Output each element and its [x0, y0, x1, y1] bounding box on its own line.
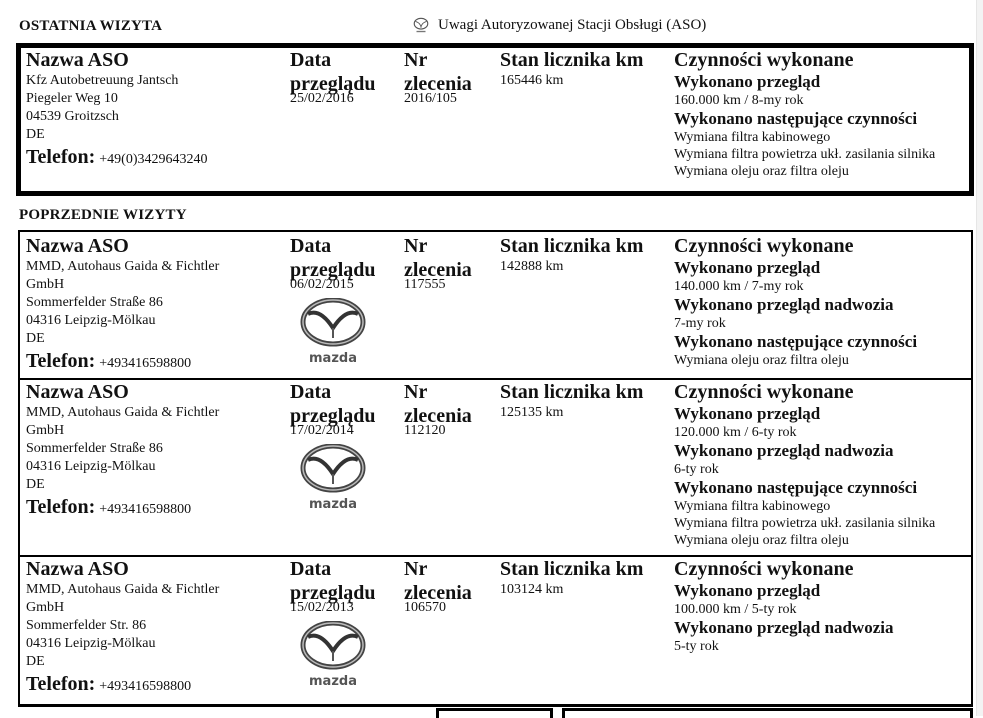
odometer-column	[500, 48, 643, 90]
date-column	[290, 557, 376, 694]
action-item: Wymiana filtra powietrza ukł. zasilania silnika	[674, 516, 936, 531]
action-item: Wymiana oleju oraz filtra oleju	[674, 353, 849, 368]
order-label-line1: Nr	[404, 235, 428, 257]
actions-column	[674, 557, 893, 655]
odometer-label: Stan licznika km	[500, 381, 644, 403]
previous-visit-card	[18, 555, 973, 707]
phone-row	[26, 146, 208, 169]
latest-visit-title: OSTATNIA WIZYTA	[19, 18, 163, 34]
dealer-address-line: GmbH	[26, 600, 65, 615]
order-label-line2: zlecenia	[404, 73, 472, 95]
order-label-line2: zlecenia	[404, 405, 472, 427]
mazda-emblem-icon	[298, 298, 368, 366]
action-heading: Wykonano następujące czynności	[674, 332, 918, 351]
action-item: Wymiana filtra powietrza ukł. zasilania silnika	[674, 147, 936, 162]
odometer-column	[500, 380, 643, 422]
phone-row	[26, 496, 219, 519]
phone-row	[26, 673, 219, 696]
odometer-value: 165446 km	[500, 73, 564, 88]
mazda-logo	[298, 621, 368, 694]
row-divider	[18, 704, 973, 706]
date-label-line2: przeglądu	[290, 259, 376, 281]
dealer-label: Nazwa ASO	[26, 49, 129, 71]
dealer-address-line: GmbH	[26, 423, 65, 438]
dealer-address-line: DE	[26, 127, 45, 142]
odometer-label: Stan licznika km	[500, 235, 644, 257]
phone-label: Telefon:	[26, 350, 96, 372]
order-column	[404, 557, 472, 617]
date-label-line1: Data	[290, 558, 332, 580]
dealer-label: Nazwa ASO	[26, 235, 129, 257]
mazda-emblem-icon	[298, 444, 368, 512]
date-label-line1: Data	[290, 49, 332, 71]
mazda-wordmark: mazda	[309, 674, 357, 689]
dealer-column	[26, 48, 208, 169]
order-number: 117555	[404, 277, 446, 292]
row-divider	[18, 555, 973, 557]
dealer-address-line: 04316 Leipzig-Mölkau	[26, 459, 156, 474]
dealer-address-line: MMD, Autohaus Gaida & Fichtler	[26, 259, 220, 274]
date-column	[290, 380, 376, 517]
order-column	[404, 380, 472, 440]
action-heading: Wykonano przegląd	[674, 72, 821, 91]
dealer-column	[26, 557, 219, 696]
dealer-label: Nazwa ASO	[26, 381, 129, 403]
order-label-line1: Nr	[404, 49, 428, 71]
inspection-date: 15/02/2013	[290, 600, 354, 615]
dealer-address-line: DE	[26, 477, 45, 492]
action-item: Wymiana oleju oraz filtra oleju	[674, 533, 849, 548]
action-item: 7-my rok	[674, 316, 726, 331]
actions-label: Czynności wykonane	[674, 558, 854, 580]
previous-visit-card	[18, 230, 973, 380]
latest-visit-card	[16, 43, 974, 196]
next-box-edge	[562, 708, 973, 718]
odometer-value: 125135 km	[500, 405, 564, 420]
dealer-address-line: Kfz Autobetreuung Jantsch	[26, 73, 179, 88]
next-box-edge	[436, 708, 553, 718]
phone-number: +493416598800	[99, 502, 192, 517]
dealer-address-line: 04316 Leipzig-Mölkau	[26, 313, 156, 328]
phone-label: Telefon:	[26, 673, 96, 695]
odometer-label: Stan licznika km	[500, 558, 644, 580]
order-column	[404, 48, 472, 108]
mazda-logo	[298, 444, 368, 517]
date-label-line2: przeglądu	[290, 582, 376, 604]
action-heading: Wykonano następujące czynności	[674, 109, 918, 128]
phone-number: +493416598800	[99, 679, 192, 694]
actions-label: Czynności wykonane	[674, 235, 854, 257]
action-heading: Wykonano przegląd nadwozia	[674, 618, 894, 637]
aso-notes-label: Uwagi Autoryzowanej Stacji Obsługi (ASO)	[438, 16, 707, 33]
action-item: 6-ty rok	[674, 462, 719, 477]
dealer-address-line: MMD, Autohaus Gaida & Fichtler	[26, 405, 220, 420]
order-number: 2016/105	[404, 91, 457, 106]
odometer-label: Stan licznika km	[500, 49, 644, 71]
dealer-address-line: GmbH	[26, 277, 65, 292]
action-item: 5-ty rok	[674, 639, 719, 654]
action-item: 100.000 km / 5-ty rok	[674, 602, 797, 617]
scrollbar-track[interactable]	[976, 0, 983, 716]
date-label-line1: Data	[290, 381, 332, 403]
phone-label: Telefon:	[26, 146, 96, 168]
order-label-line2: zlecenia	[404, 582, 472, 604]
dealer-address-line: DE	[26, 654, 45, 669]
order-label-line1: Nr	[404, 381, 428, 403]
order-label-line2: zlecenia	[404, 259, 472, 281]
actions-column	[674, 234, 917, 369]
action-item: 160.000 km / 8-my rok	[674, 93, 804, 108]
mazda-emblem-icon	[298, 621, 368, 689]
dealer-label: Nazwa ASO	[26, 558, 129, 580]
phone-row	[26, 350, 219, 373]
odometer-column	[500, 557, 643, 599]
action-item: 140.000 km / 7-my rok	[674, 279, 804, 294]
action-heading: Wykonano przegląd	[674, 581, 821, 600]
row-divider	[18, 378, 973, 380]
aso-notes-header	[412, 16, 706, 34]
action-item: Wymiana filtra kabinowego	[674, 130, 831, 145]
order-label-line1: Nr	[404, 558, 428, 580]
dealer-address-line: MMD, Autohaus Gaida & Fichtler	[26, 582, 220, 597]
mazda-logo	[298, 298, 368, 371]
action-item: 120.000 km / 6-ty rok	[674, 425, 797, 440]
dealer-address-line: 04316 Leipzig-Mölkau	[26, 636, 156, 651]
action-heading: Wykonano przegląd	[674, 404, 821, 423]
date-label-line1: Data	[290, 235, 332, 257]
mazda-wordmark: mazda	[309, 351, 357, 366]
phone-label: Telefon:	[26, 496, 96, 518]
dealer-address-line: Sommerfelder Straße 86	[26, 441, 163, 456]
odometer-value: 103124 km	[500, 582, 564, 597]
date-label-line2: przeglądu	[290, 73, 376, 95]
previous-visits-title: POPRZEDNIE WIZYTY	[19, 207, 187, 223]
action-item: Wymiana oleju oraz filtra oleju	[674, 164, 849, 179]
action-heading: Wykonano przegląd nadwozia	[674, 441, 894, 460]
action-heading: Wykonano przegląd nadwozia	[674, 295, 894, 314]
date-label-line2: przeglądu	[290, 405, 376, 427]
odometer-column	[500, 234, 643, 276]
dealer-column	[26, 234, 219, 373]
dealer-column	[26, 380, 219, 519]
phone-number: +493416598800	[99, 356, 192, 371]
actions-label: Czynności wykonane	[674, 381, 854, 403]
order-column	[404, 234, 472, 294]
dealer-address-line: Piegeler Weg 10	[26, 91, 118, 106]
date-column	[290, 48, 376, 108]
mazda-logo-icon	[412, 16, 430, 34]
actions-column	[674, 380, 935, 549]
odometer-value: 142888 km	[500, 259, 564, 274]
previous-visit-card	[18, 378, 973, 557]
phone-number: +49(0)3429643240	[99, 152, 208, 167]
action-item: Wymiana filtra kabinowego	[674, 499, 831, 514]
date-column	[290, 234, 376, 371]
inspection-date: 06/02/2015	[290, 277, 354, 292]
dealer-address-line: 04539 Groitzsch	[26, 109, 119, 124]
action-heading: Wykonano przegląd	[674, 258, 821, 277]
order-number: 112120	[404, 423, 446, 438]
actions-column	[674, 48, 935, 180]
dealer-address-line: DE	[26, 331, 45, 346]
dealer-address-line: Sommerfelder Straße 86	[26, 295, 163, 310]
inspection-date: 17/02/2014	[290, 423, 354, 438]
inspection-date: 25/02/2016	[290, 91, 354, 106]
actions-label: Czynności wykonane	[674, 49, 854, 71]
dealer-address-line: Sommerfelder Str. 86	[26, 618, 147, 633]
action-heading: Wykonano następujące czynności	[674, 478, 918, 497]
mazda-wordmark: mazda	[309, 497, 357, 512]
order-number: 106570	[404, 600, 446, 615]
